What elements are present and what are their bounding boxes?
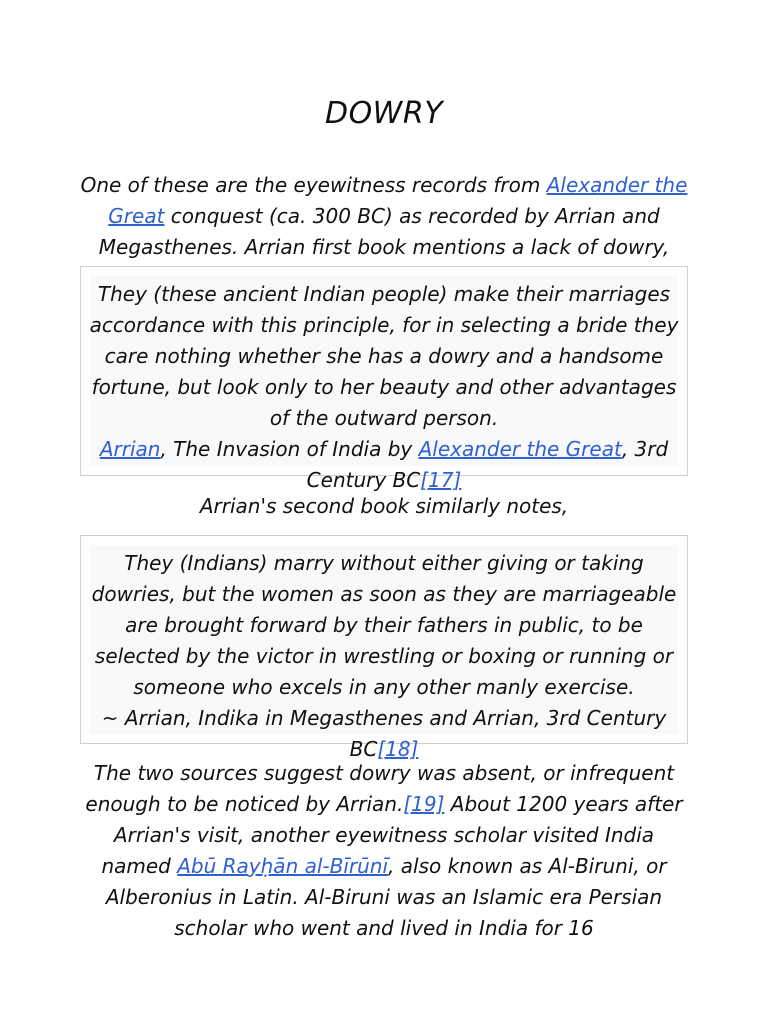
blockquote-2-source: ~ Arrian, Indika in Megasthenes and Arrian, 3rd Century BC	[101, 706, 667, 761]
blockquote-1	[80, 266, 688, 492]
closing-paragraph	[80, 758, 688, 944]
closing-text-end: , also known as Al-Biruni, or Alberonius in Latin. Al-Biruni was an Islamic era Persian scholar who went and lived in India for 16	[105, 854, 667, 940]
middle-paragraph: Arrian's second book similarly notes,	[199, 494, 569, 518]
intro-text-start: One of these are the eyewitness records from	[80, 173, 547, 197]
arrian-link[interactable]: Arrian	[99, 437, 161, 461]
page-title: DOWRY	[324, 96, 444, 131]
blockquote-1-source: , The Invasion of India by	[160, 437, 419, 461]
blockquote-2-quote: They (Indians) marry without either giving or taking dowries, but the women as soon as they are marriageable are brought forward by their fathers in public, to be selected by the victor in wrestling or boxing or running or someone who excels in any other manly exercise.	[91, 551, 677, 699]
reference-17-link[interactable]: [17]	[420, 468, 462, 492]
reference-19-link[interactable]: [19]	[403, 792, 445, 816]
blockquote-2-text	[86, 548, 682, 765]
blockquote-1-background	[89, 276, 679, 492]
blockquote-2	[80, 535, 688, 761]
al-biruni-link[interactable]: Abū Rayḥān al-Bīrūnī	[177, 854, 389, 878]
alexander-the-great-link-2[interactable]: Alexander the Great	[418, 437, 622, 461]
intro-paragraph	[80, 170, 688, 263]
alexander-the-great-link[interactable]: Alexander the Great	[108, 173, 688, 228]
intro-text-end: conquest (ca. 300 BC) as recorded by Arrian and Megasthenes. Arrian first book mentions a lack of dowry,	[98, 204, 670, 259]
blockquote-1-text	[86, 279, 682, 496]
blockquote-1-century: , 3rd Century BC	[306, 437, 669, 492]
reference-18-link[interactable]: [18]	[377, 737, 419, 761]
closing-text-middle: About 1200 years after Arrian's visit, another eyewitness scholar visited India named	[101, 792, 683, 878]
blockquote-1-quote: They (these ancient Indian people) make their marriages accordance with this principle, for in selecting a bride they care nothing whether she has a dowry and a handsome fortune, but look only to her beauty and other advantages of the outward person.	[89, 282, 679, 430]
blockquote-2-background	[90, 545, 678, 761]
closing-text-start: The two sources suggest dowry was absent, or infrequent enough to be noticed by Arrian.	[85, 761, 675, 816]
